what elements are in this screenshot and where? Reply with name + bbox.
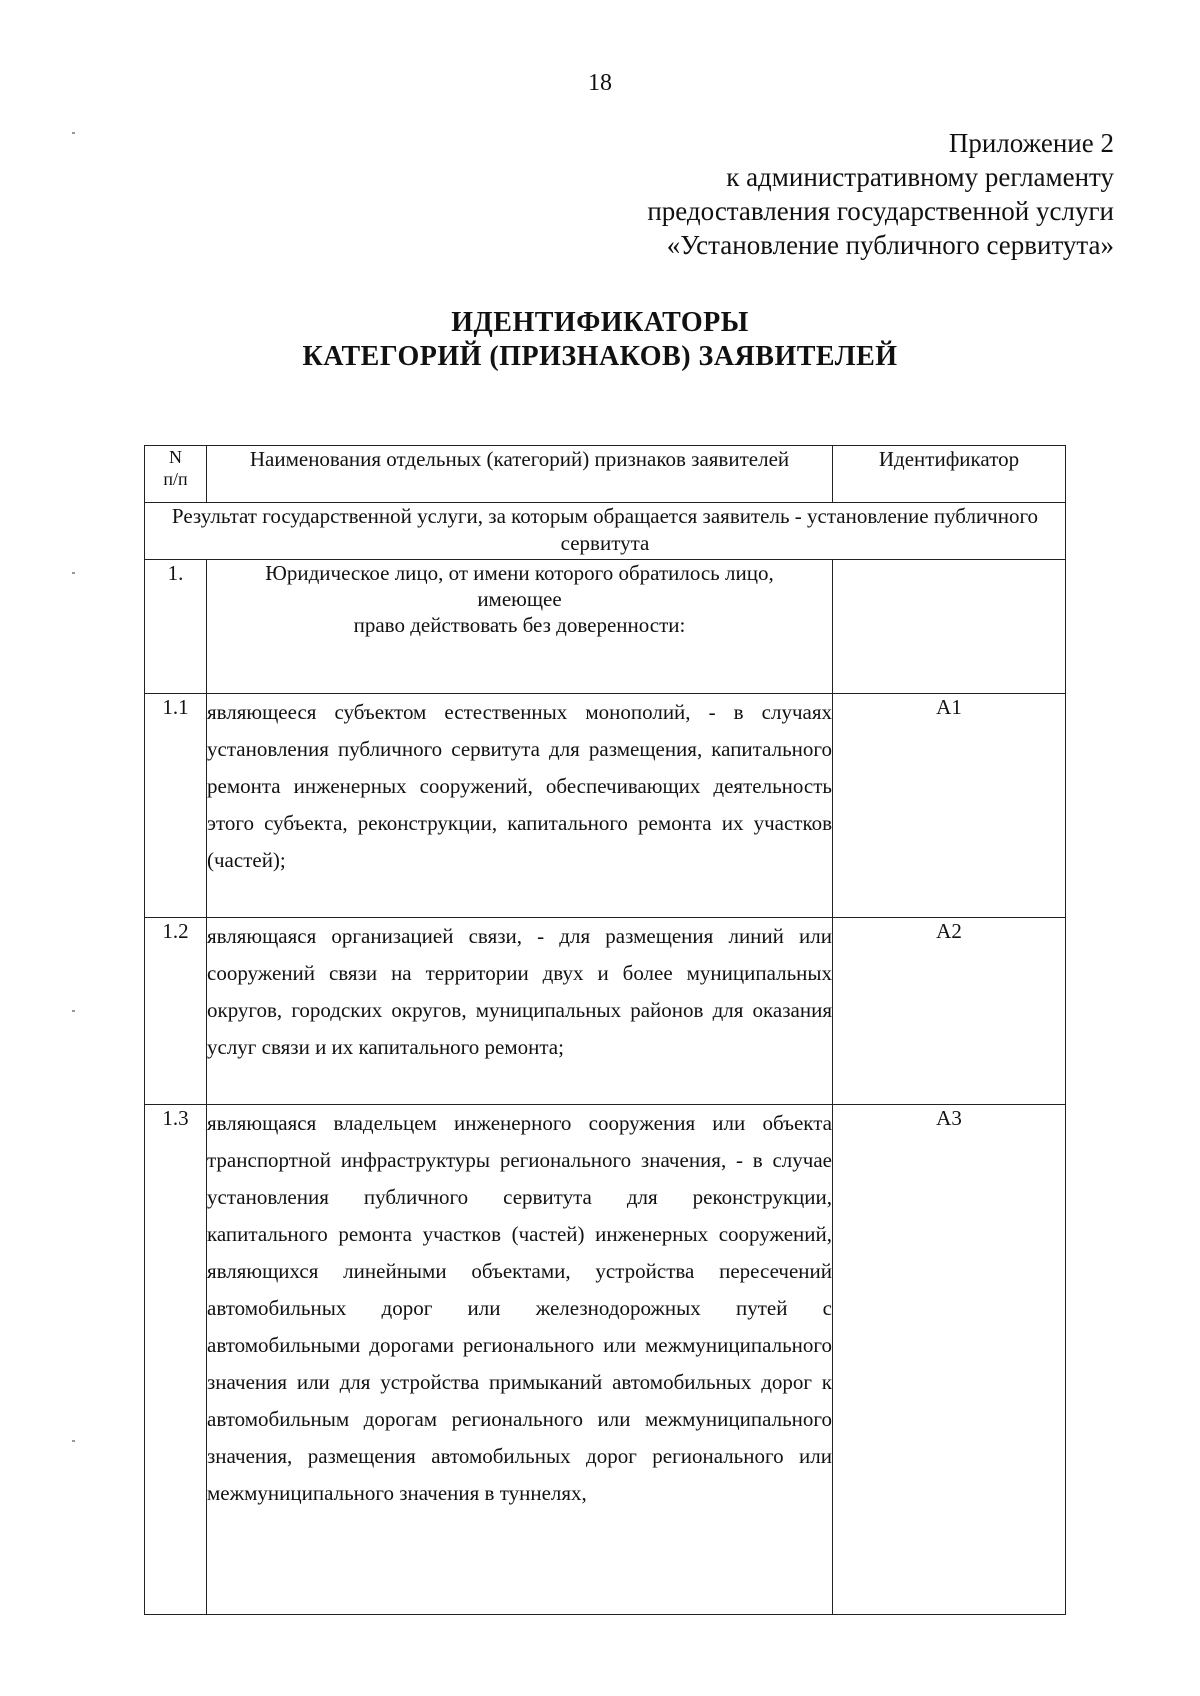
table-row [145, 694, 1066, 918]
header-num-line2: п/п [163, 469, 188, 489]
appendix-line: к административному регламенту [726, 162, 1114, 192]
table-header-row [145, 446, 1066, 503]
group-row [145, 560, 1066, 694]
margin-mark [72, 572, 75, 574]
appendix-line: предоставления государственной услуги [647, 196, 1114, 226]
group-description [207, 560, 833, 694]
row-identifier: А2 [833, 918, 1066, 1105]
identifiers-table [144, 445, 1066, 1615]
document-title [0, 306, 1200, 374]
header-num [145, 446, 207, 503]
appendix-line: «Установление публичного сервитута» [666, 230, 1114, 260]
row-text: являющаяся владельцем инженерного сооружения или объекта транспортной инфраструктуры регионального значения, - в случае установления публичного сервитута для реконструкции, капитального ремонта участков (частей) инженерных сооружений, являющихся линейными объектами, устройства пересечений автомобильных дорог или железнодорожных путей с автомобильными дорогами регионального или межмуниципального значения или для устройства примыканий автомобильных дорог к автомобильным дорогам регионального или межмуниципального значения, размещения автомобильных дорог регионального или межмуниципального значения в туннелях, [207, 1105, 833, 1615]
group-line: право действовать без доверенности: [353, 613, 686, 637]
section-title: Результат государственной услуги, за которым обращается заявитель - установление публичного сервитута [145, 503, 1066, 560]
title-line-2: КАТЕГОРИЙ (ПРИЗНАКОВ) ЗАЯВИТЕЛЕЙ [302, 341, 898, 372]
group-line: имеющее [477, 587, 562, 611]
group-id-empty [833, 560, 1066, 694]
appendix-block [647, 126, 1114, 262]
appendix-line: Приложение 2 [948, 128, 1114, 158]
group-line: Юридическое лицо, от имени которого обратилось лицо, [265, 561, 774, 585]
margin-mark [72, 1010, 75, 1012]
row-text: являющаяся организацией связи, - для размещения линий или сооружений связи на территории двух и более муниципальных округов, городских округов, муниципальных районов для оказания услуг связи и их капитального ремонта; [207, 918, 833, 1105]
margin-mark [72, 132, 75, 134]
section-row [145, 503, 1066, 560]
row-num: 1.3 [145, 1105, 207, 1615]
row-num: 1.1 [145, 694, 207, 918]
row-identifier: А3 [833, 1105, 1066, 1615]
title-line-1: ИДЕНТИФИКАТОРЫ [451, 307, 749, 338]
row-identifier: А1 [833, 694, 1066, 918]
table-row [145, 1105, 1066, 1615]
page-number: 18 [588, 70, 612, 96]
group-num: 1. [145, 560, 207, 694]
table-row [145, 918, 1066, 1105]
row-text: являющееся субъектом естественных монополий, - в случаях установления публичного сервитута для размещения, капитального ремонта инженерных сооружений, обеспечивающих деятельность этого субъекта, реконструкции, капитального ремонта их участков (частей); [207, 694, 833, 918]
header-name: Наименования отдельных (категорий) признаков заявителей [207, 446, 833, 503]
header-identifier: Идентификатор [833, 446, 1066, 503]
row-num: 1.2 [145, 918, 207, 1105]
margin-mark [72, 1440, 75, 1442]
header-num-line1: N [169, 447, 182, 467]
